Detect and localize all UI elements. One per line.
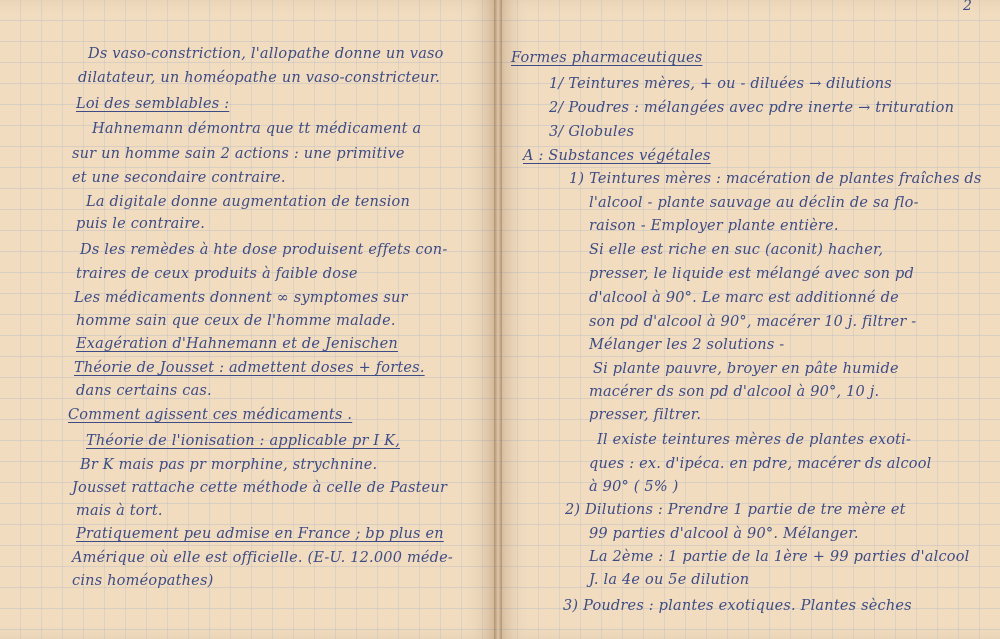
left-line: traires de ceux produits à faible dose <box>76 266 358 282</box>
right-line: 1) Teintures mères : macération de plantes fraîches ds <box>569 171 982 187</box>
left-line: cins homéopathes) <box>72 573 214 589</box>
page-corner-mark: 2 <box>963 0 972 14</box>
right-line: l'alcool - plante sauvage au déclin de sa flo- <box>589 195 919 211</box>
right-line: Si elle est riche en suc (aconit) hacher, <box>589 242 884 258</box>
right-line: Mélanger les 2 solutions - <box>589 337 785 353</box>
left-line: et une secondaire contraire. <box>72 170 286 186</box>
right-line: d'alcool à 90°. Le marc est additionné de <box>589 290 899 306</box>
left-line: Amérique où elle est officielle. (E-U. 12.000 méde- <box>72 550 454 566</box>
left-line: puis le contraire. <box>76 216 206 232</box>
right-line: 99 parties d'alcool à 90°. Mélanger. <box>589 526 859 542</box>
right-line: ques : ex. d'ipéca. en pdre, macérer ds alcool <box>589 456 932 472</box>
left-line: dans certains cas. <box>76 383 212 399</box>
left-line: mais à tort. <box>76 503 163 519</box>
left-line: dilatateur, un homéopathe un vaso-constricteur. <box>78 70 441 86</box>
left-heading: Théorie de Jousset : admettent doses + fortes. <box>74 360 425 376</box>
right-line: 2/ Poudres : mélangées avec pdre inerte → trituration <box>549 100 955 116</box>
left-line: homme sain que ceux de l'homme malade. <box>76 313 396 329</box>
right-line: 2) Dilutions : Prendre 1 partie de tre mère et <box>565 502 906 518</box>
left-line: Br K mais pas pr morphine, strychnine. <box>80 457 378 473</box>
right-line: presser, filtrer. <box>589 407 702 423</box>
left-line: Pratiquement peu admise en France ; bp plus en <box>76 526 444 542</box>
left-page <box>0 0 497 639</box>
right-line: son pd d'alcool à 90°, macérer 10 j. filtrer - <box>589 314 917 330</box>
left-line: Ds vaso-constriction, l'allopathe donne un vaso <box>88 46 444 62</box>
right-line: La 2ème : 1 partie de la 1ère + 99 parties d'alcool <box>589 549 970 565</box>
left-heading: Théorie de l'ionisation : applicable pr I K, <box>86 433 401 449</box>
right-line: presser, le liquide est mélangé avec son pd <box>589 266 914 282</box>
right-line: 3) Poudres : plantes exotiques. Plantes sèches <box>563 598 912 614</box>
left-line: Hahnemann démontra que tt médicament a <box>92 121 422 137</box>
right-line: 3/ Globules <box>549 124 635 140</box>
right-line: raison - Employer plante entière. <box>589 218 839 234</box>
right-page <box>497 0 1000 639</box>
left-line: La digitale donne augmentation de tension <box>86 194 411 210</box>
left-line: Les médicaments donnent ∞ symptomes sur <box>74 290 408 306</box>
right-heading: Formes pharmaceutiques <box>511 50 703 66</box>
right-line: 1/ Teintures mères, + ou - diluées → dilutions <box>549 76 892 92</box>
right-line: à 90° ( 5% ) <box>589 479 679 495</box>
right-line: macérer ds son pd d'alcool à 90°, 10 j. <box>589 384 880 400</box>
left-line: Ds les remèdes à hte dose produisent effets con- <box>80 242 448 258</box>
left-line: Jousset rattache cette méthode à celle de Pasteur <box>72 480 448 496</box>
right-line: Il existe teintures mères de plantes exoti- <box>597 432 912 448</box>
right-line: J. la 4e ou 5e dilution <box>589 572 750 588</box>
left-heading: Loi des semblables : <box>76 96 230 112</box>
right-line: Si plante pauvre, broyer en pâte humide <box>593 361 899 377</box>
right-heading: A : Substances végétales <box>523 148 711 164</box>
left-line: sur un homme sain 2 actions : une primitive <box>72 146 405 162</box>
left-heading: Comment agissent ces médicaments . <box>68 407 353 423</box>
left-line: Exagération d'Hahnemann et de Jenischen <box>76 336 398 352</box>
book-gutter <box>494 0 502 639</box>
